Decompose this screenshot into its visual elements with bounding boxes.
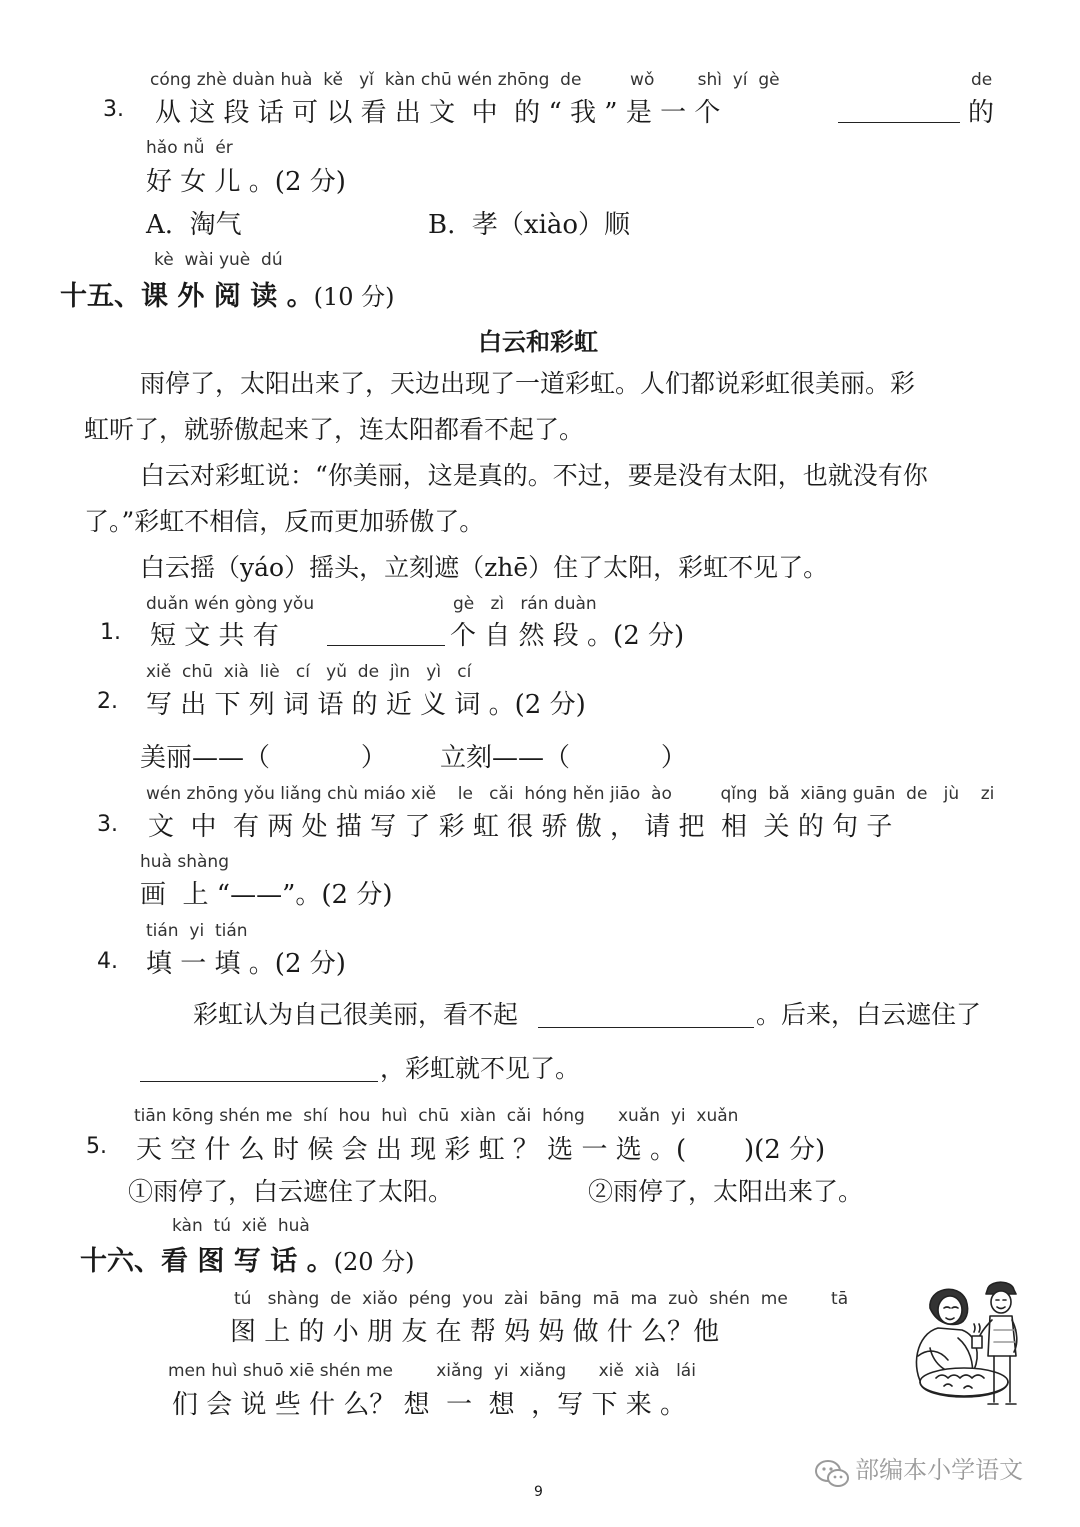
- wechat-icon: [814, 1459, 850, 1489]
- q3-prev-number: 3.: [103, 97, 124, 122]
- passage-para2-line2: 了。”彩虹不相信，反而更加骄傲了。: [84, 507, 485, 536]
- passage-para1-line2: 虹听了，就骄傲起来了，连太阳都看不起了。: [84, 415, 585, 444]
- section16-pinyin-1: tú shàng de xiǎo péng you zài bāng mā ma zuò shén me tā: [234, 1289, 849, 1309]
- q3-text-2: 画 上 “——”。(2 分): [140, 880, 393, 910]
- q4-blank-2[interactable]: [140, 1055, 378, 1082]
- q3-prev-text-de: 的: [968, 98, 995, 128]
- q1-text-b: 个 自 然 段: [450, 621, 579, 651]
- section16-score: (20 分): [333, 1248, 415, 1276]
- q2-word-2[interactable]: 立刻——（ ）: [440, 743, 687, 773]
- q4-blank-1[interactable]: [538, 1001, 754, 1028]
- section16-heading: [80, 1239, 415, 1278]
- q5-option-2[interactable]: ②雨停了，太阳出来了。: [588, 1177, 864, 1206]
- q3-text-1: 文 中 有 两 处 描 写 了 彩 虹 很 骄 傲 ， 请 把 相 关 的 句 子: [148, 812, 893, 842]
- q3-pinyin-2: huà shàng: [140, 852, 229, 872]
- q4-pinyin: tián yi tián: [146, 921, 248, 941]
- q4-line2: ，彩虹就不见了。: [380, 1054, 581, 1083]
- q3-prev-pinyin-de: de: [971, 70, 993, 90]
- q1-text-a: 短 文 共 有: [150, 621, 279, 651]
- mother-child-illustration: [888, 1278, 1038, 1418]
- watermark-text: 部编本小学语文: [855, 1456, 1024, 1484]
- passage-title: 白云和彩虹: [478, 328, 598, 356]
- q1-blank[interactable]: [327, 619, 445, 646]
- passage-para3: 白云摇（yáo）摇头，立刻遮（zhē）住了太阳，彩虹不见了。: [140, 553, 829, 582]
- section16-pinyin: kàn tú xiě huà: [172, 1216, 310, 1236]
- q2-word-1[interactable]: 美丽——（ ）: [140, 743, 387, 773]
- passage-para1-line1: 雨停了，太阳出来了，天边出现了一道彩虹。人们都说彩虹很美丽。彩: [140, 369, 916, 398]
- q1-text-b-wrap: [450, 615, 684, 652]
- q1-pinyin-a: duǎn wén gòng yǒu: [146, 594, 315, 614]
- q3-prev-text: 从 这 段 话 可 以 看 出 文 中 的 “ 我 ” 是 一 个: [155, 98, 721, 128]
- q2-number: 2.: [97, 689, 118, 714]
- q1-number: 1.: [100, 620, 121, 645]
- section15-heading-text: 十五、课 外 阅 读 。: [60, 281, 314, 312]
- q2-text: 写 出 下 列 词 语 的 近 义 词 。(2 分): [146, 690, 586, 720]
- q3-prev-option-a[interactable]: A. 淘气: [146, 210, 242, 240]
- q5-number: 5.: [86, 1134, 107, 1159]
- q4-text: 填 一 填 。(2 分): [146, 949, 346, 979]
- q3-prev-pinyin-2: hǎo nǚ ér: [146, 138, 233, 158]
- passage-para2-line1: 白云对彩虹说：“你美丽，这是真的。不过，要是没有太阳，也就没有你: [140, 461, 928, 490]
- q5-pinyin-b: xuǎn yi xuǎn: [618, 1106, 739, 1126]
- section15-heading: [60, 274, 395, 313]
- q3-prev-text-2: 好 女 儿 。(2 分): [146, 167, 346, 197]
- q3-prev-blank[interactable]: [838, 96, 960, 123]
- section16-text-1: 图 上 的 小 朋 友 在 帮 妈 妈 做 什 么？他: [230, 1317, 720, 1347]
- section15-score: (10 分): [313, 283, 395, 311]
- q3-number: 3.: [97, 812, 118, 837]
- q1-score: 。(2 分): [578, 621, 685, 651]
- q4-line1-a: 彩虹认为自己很美丽，看不起: [193, 1000, 519, 1029]
- page-number: 9: [534, 1484, 543, 1500]
- section16-heading-text: 十六、看 图 写 话 。: [80, 1246, 334, 1277]
- q5-pinyin-a: tiān kōng shén me shí hou huì chū xiàn cǎi hóng: [134, 1106, 585, 1126]
- q4-line1-b: 。后来，白云遮住了: [756, 1000, 982, 1029]
- q4-number: 4.: [97, 949, 118, 974]
- q1-pinyin-b: gè zì rán duàn: [453, 594, 597, 614]
- q3-prev-pinyin: cóng zhè duàn huà kě yǐ kàn chū wén zhōng de wǒ shì yí gè: [150, 70, 780, 90]
- q5-option-1[interactable]: ①雨停了，白云遮住了太阳。: [128, 1177, 454, 1206]
- q2-pinyin: xiě chū xià liè cí yǔ de jìn yì cí: [146, 662, 472, 682]
- section15-pinyin: kè wài yuè dú: [154, 250, 283, 270]
- q3-prev-option-b[interactable]: B. 孝（xiào）顺: [428, 210, 631, 240]
- q3-pinyin-1: wén zhōng yǒu liǎng chù miáo xiě le cǎi hóng hěn jiāo ào qǐng bǎ xiāng guān de jù zi: [146, 784, 995, 804]
- q5-text: 天 空 什 么 时 候 会 出 现 彩 虹 ？ 选 一 选 。( )(2 分): [136, 1135, 826, 1165]
- section16-text-2: 们 会 说 些 什 么？ 想 一 想 ，写 下 来 。: [172, 1390, 686, 1420]
- section16-pinyin-2: men huì shuō xiē shén me xiǎng yi xiǎng xiě xià lái: [168, 1361, 696, 1381]
- watermark: [814, 1450, 1023, 1489]
